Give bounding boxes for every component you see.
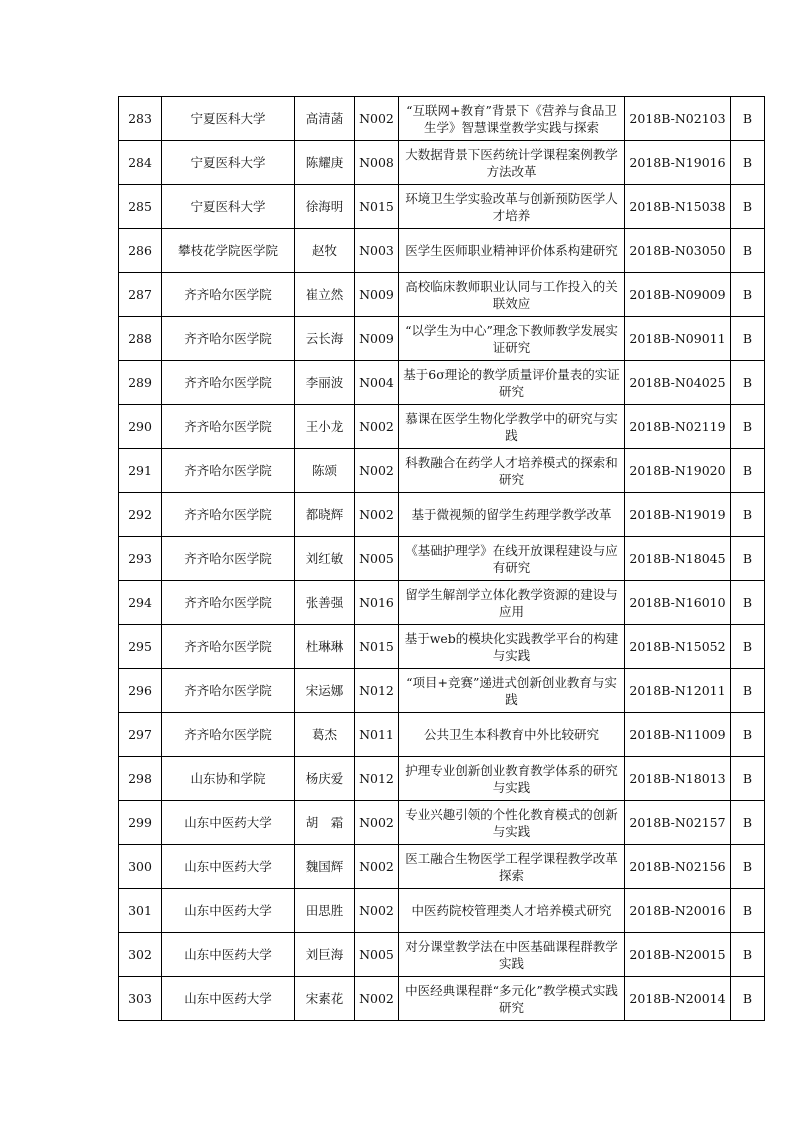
row-number-cell: 287 [119,273,162,317]
table-row [119,801,765,845]
table-row [119,537,765,581]
school-cell: 攀枝花学院医学院 [162,229,295,273]
project-title-cell: 基于web的模块化实践教学平台的构建与实践 [399,625,625,669]
row-number-cell: 303 [119,977,162,1021]
category-code-cell: N009 [355,273,399,317]
project-title-cell: 医学生医师职业精神评价体系构建研究 [399,229,625,273]
grade-cell: B [731,273,765,317]
person-name-cell: 云长海 [295,317,355,361]
school-cell: 齐齐哈尔医学院 [162,669,295,713]
project-id-cell: 2018B-N02156 [625,845,731,889]
table-row [119,141,765,185]
row-number-cell: 286 [119,229,162,273]
table-row [119,405,765,449]
table-row [119,933,765,977]
school-cell: 山东中医药大学 [162,933,295,977]
project-title-cell: “以学生为中心”理念下教师教学发展实证研究 [399,317,625,361]
project-title-cell: 基于微视频的留学生药理学教学改革 [399,493,625,537]
grade-cell: B [731,977,765,1021]
school-cell: 山东中医药大学 [162,845,295,889]
school-cell: 宁夏医科大学 [162,141,295,185]
row-number-cell: 297 [119,713,162,757]
grade-cell: B [731,405,765,449]
project-title-cell: 中医经典课程群“多元化”教学模式实践研究 [399,977,625,1021]
grade-cell: B [731,581,765,625]
table-row [119,977,765,1021]
table-row [119,97,765,141]
grade-cell: B [731,361,765,405]
project-id-cell: 2018B-N16010 [625,581,731,625]
project-title-cell: 高校临床教师职业认同与工作投入的关联效应 [399,273,625,317]
project-id-cell: 2018B-N02103 [625,97,731,141]
project-title-cell: 环境卫生学实验改革与创新预防医学人才培养 [399,185,625,229]
project-title-cell: 基于6σ理论的教学质量评价量表的实证研究 [399,361,625,405]
person-name-cell: 徐海明 [295,185,355,229]
row-number-cell: 284 [119,141,162,185]
row-number-cell: 298 [119,757,162,801]
category-code-cell: N002 [355,889,399,933]
category-code-cell: N002 [355,405,399,449]
project-title-cell: 公共卫生本科教育中外比较研究 [399,713,625,757]
school-cell: 齐齐哈尔医学院 [162,537,295,581]
school-cell: 山东中医药大学 [162,801,295,845]
category-code-cell: N005 [355,537,399,581]
row-number-cell: 292 [119,493,162,537]
project-id-cell: 2018B-N09011 [625,317,731,361]
project-title-cell: 医工融合生物医学工程学课程教学改革探索 [399,845,625,889]
project-id-cell: 2018B-N18045 [625,537,731,581]
category-code-cell: N003 [355,229,399,273]
school-cell: 宁夏医科大学 [162,185,295,229]
project-id-cell: 2018B-N19016 [625,141,731,185]
grade-cell: B [731,141,765,185]
table-row [119,845,765,889]
category-code-cell: N002 [355,977,399,1021]
category-code-cell: N004 [355,361,399,405]
category-code-cell: N016 [355,581,399,625]
grade-cell: B [731,625,765,669]
table-row [119,757,765,801]
row-number-cell: 291 [119,449,162,493]
table-row [119,317,765,361]
project-id-cell: 2018B-N15038 [625,185,731,229]
person-name-cell: 宋素花 [295,977,355,1021]
project-table [118,96,765,1021]
table-row [119,669,765,713]
project-title-cell: 《基础护理学》在线开放课程建设与应有研究 [399,537,625,581]
person-name-cell: 田思胜 [295,889,355,933]
grade-cell: B [731,185,765,229]
project-title-cell: 大数据背景下医药统计学课程案例教学方法改革 [399,141,625,185]
person-name-cell: 魏国辉 [295,845,355,889]
school-cell: 山东协和学院 [162,757,295,801]
grade-cell: B [731,713,765,757]
row-number-cell: 283 [119,97,162,141]
school-cell: 齐齐哈尔医学院 [162,581,295,625]
grade-cell: B [731,669,765,713]
grade-cell: B [731,801,765,845]
row-number-cell: 293 [119,537,162,581]
person-name-cell: 张善强 [295,581,355,625]
grade-cell: B [731,229,765,273]
person-name-cell: 葛杰 [295,713,355,757]
project-id-cell: 2018B-N03050 [625,229,731,273]
school-cell: 宁夏医科大学 [162,97,295,141]
category-code-cell: N002 [355,493,399,537]
grade-cell: B [731,889,765,933]
person-name-cell: 都晓辉 [295,493,355,537]
school-cell: 齐齐哈尔医学院 [162,317,295,361]
table-row [119,229,765,273]
school-cell: 齐齐哈尔医学院 [162,713,295,757]
table-row [119,361,765,405]
project-title-cell: “互联网+教育”背景下《营养与食品卫生学》智慧课堂教学实践与探索 [399,97,625,141]
person-name-cell: 高清菡 [295,97,355,141]
project-id-cell: 2018B-N15052 [625,625,731,669]
grade-cell: B [731,449,765,493]
project-title-cell: 慕课在医学生物化学教学中的研究与实践 [399,405,625,449]
grade-cell: B [731,757,765,801]
category-code-cell: N012 [355,757,399,801]
project-id-cell: 2018B-N20014 [625,977,731,1021]
row-number-cell: 290 [119,405,162,449]
person-name-cell: 王小龙 [295,405,355,449]
project-id-cell: 2018B-N09009 [625,273,731,317]
category-code-cell: N012 [355,669,399,713]
person-name-cell: 陈颂 [295,449,355,493]
table-row [119,625,765,669]
person-name-cell: 胡 霜 [295,801,355,845]
category-code-cell: N002 [355,845,399,889]
project-title-cell: 科教融合在药学人才培养模式的探索和研究 [399,449,625,493]
grade-cell: B [731,845,765,889]
school-cell: 齐齐哈尔医学院 [162,405,295,449]
grade-cell: B [731,537,765,581]
row-number-cell: 294 [119,581,162,625]
table-row [119,581,765,625]
school-cell: 齐齐哈尔医学院 [162,361,295,405]
person-name-cell: 刘巨海 [295,933,355,977]
project-title-cell: 护理专业创新创业教育教学体系的研究与实践 [399,757,625,801]
category-code-cell: N002 [355,449,399,493]
project-id-cell: 2018B-N20016 [625,889,731,933]
project-id-cell: 2018B-N02119 [625,405,731,449]
school-cell: 山东中医药大学 [162,977,295,1021]
project-id-cell: 2018B-N18013 [625,757,731,801]
person-name-cell: 杨庆爱 [295,757,355,801]
project-title-cell: 留学生解剖学立体化教学资源的建设与应用 [399,581,625,625]
school-cell: 齐齐哈尔医学院 [162,449,295,493]
project-id-cell: 2018B-N19020 [625,449,731,493]
row-number-cell: 302 [119,933,162,977]
grade-cell: B [731,97,765,141]
project-title-cell: 中医药院校管理类人才培养模式研究 [399,889,625,933]
category-code-cell: N005 [355,933,399,977]
row-number-cell: 301 [119,889,162,933]
grade-cell: B [731,493,765,537]
category-code-cell: N015 [355,185,399,229]
table-row [119,185,765,229]
person-name-cell: 崔立然 [295,273,355,317]
project-id-cell: 2018B-N04025 [625,361,731,405]
row-number-cell: 299 [119,801,162,845]
row-number-cell: 288 [119,317,162,361]
school-cell: 山东中医药大学 [162,889,295,933]
row-number-cell: 296 [119,669,162,713]
person-name-cell: 宋运娜 [295,669,355,713]
person-name-cell: 刘红敏 [295,537,355,581]
project-id-cell: 2018B-N02157 [625,801,731,845]
school-cell: 齐齐哈尔医学院 [162,625,295,669]
person-name-cell: 赵牧 [295,229,355,273]
category-code-cell: N002 [355,801,399,845]
category-code-cell: N015 [355,625,399,669]
table-row [119,273,765,317]
category-code-cell: N008 [355,141,399,185]
school-cell: 齐齐哈尔医学院 [162,273,295,317]
grade-cell: B [731,933,765,977]
project-id-cell: 2018B-N12011 [625,669,731,713]
category-code-cell: N002 [355,97,399,141]
project-id-cell: 2018B-N20015 [625,933,731,977]
row-number-cell: 295 [119,625,162,669]
person-name-cell: 李丽波 [295,361,355,405]
project-title-cell: “项目+竞赛”递进式创新创业教育与实践 [399,669,625,713]
project-id-cell: 2018B-N19019 [625,493,731,537]
row-number-cell: 289 [119,361,162,405]
table-row [119,713,765,757]
school-cell: 齐齐哈尔医学院 [162,493,295,537]
person-name-cell: 陈耀庚 [295,141,355,185]
table-row [119,493,765,537]
project-title-cell: 专业兴趣引领的个性化教育模式的创新与实践 [399,801,625,845]
category-code-cell: N009 [355,317,399,361]
table-body [119,97,765,1021]
row-number-cell: 300 [119,845,162,889]
person-name-cell: 杜琳琳 [295,625,355,669]
table-row [119,449,765,493]
project-title-cell: 对分课堂教学法在中医基础课程群教学实践 [399,933,625,977]
grade-cell: B [731,317,765,361]
project-id-cell: 2018B-N11009 [625,713,731,757]
table-row [119,889,765,933]
row-number-cell: 285 [119,185,162,229]
category-code-cell: N011 [355,713,399,757]
